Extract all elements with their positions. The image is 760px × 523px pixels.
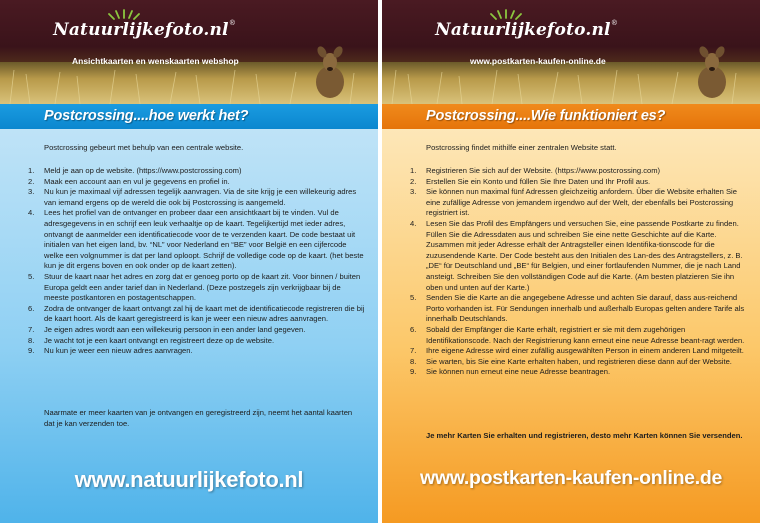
- list-item: [14, 325, 366, 336]
- list-item: [14, 166, 366, 177]
- step-text: Lees het profiel van de ontvanger en probeer daar een ansichtkaart bij te vinden. Vul de adresgegevens in en schrijf een leuk verhaaltje op de kaart. Tegelijkertijd met ieder adres, ontvangt de aanmelder een identificatiecode voor de te verzenden kaart. De code bestaat uit initialen van het eigen land, bv. “NL” voor Nederland en “BE” voor België en een cijfercode welke een volgnummer is dat per land oploopt. Schrijf de volledige code op de kaart. (het beste kun je dit ergens boven en ook onder op de kaart zetten).: [44, 208, 364, 271]
- brand-logo: [382, 20, 760, 40]
- step-text: Je eigen adres wordt aan een willekeurig persoon in een ander land gegeven.: [44, 324, 306, 334]
- registered-mark: ®: [229, 20, 235, 27]
- logo-text: Natuurlijkefoto.nl: [435, 20, 611, 40]
- page-title: Postcrossing....Wie funktioniert es?: [426, 108, 666, 124]
- intro-text: Postcrossing gebeurt met behulp van een centrale website.: [44, 143, 244, 152]
- tagline: Ansichtkaarten en wenskaarten webshop: [72, 56, 239, 66]
- deer-icon: [316, 45, 345, 98]
- step-number: 2.: [28, 176, 35, 186]
- step-number: 5.: [28, 271, 35, 281]
- tagline: www.postkarten-kaufen-online.de: [470, 56, 606, 66]
- registered-mark: ®: [611, 20, 617, 27]
- step-number: 6.: [28, 303, 35, 313]
- step-number: 4.: [28, 208, 35, 218]
- list-item: [396, 166, 748, 177]
- list-item: [396, 177, 748, 188]
- step-text: Nu kun je maximaal vijf adressen tegelijk aanvragen. Via de site krijg je een willekeurig adres van iemand ergens op de wereld die ook bij Postcrossing is aangemeld.: [44, 187, 357, 207]
- website-url: www.postkarten-kaufen-online.de: [419, 467, 722, 489]
- list-item: [14, 336, 366, 347]
- logo-text: Natuurlijkefoto.nl: [53, 20, 229, 40]
- step-number: 9.: [28, 346, 35, 356]
- step-text: Maak een account aan en vul je gegevens en profiel in.: [44, 176, 230, 186]
- steps-list: [14, 166, 366, 357]
- step-number: 4.: [410, 218, 417, 228]
- step-text: Je wacht tot je een kaart ontvangt en registreert deze op de website.: [44, 335, 275, 345]
- list-item: [396, 219, 748, 293]
- step-text: Nu kun je weer een nieuw adres aanvragen.: [44, 346, 193, 356]
- step-text: Sie können nun erneut eine neue Adresse beantragen.: [426, 367, 611, 377]
- step-number: 7.: [410, 346, 417, 356]
- step-number: 8.: [28, 335, 35, 345]
- header-photo: [382, 0, 760, 104]
- closing-text: Je mehr Karten Sie erhalten und registrieren, desto mehr Karten können Sie versenden.: [426, 431, 743, 440]
- steps-list: [396, 166, 748, 378]
- content-body: [382, 129, 760, 523]
- deer-icon: [698, 45, 727, 98]
- step-text: Stuur de kaart naar het adres en zorg dat er genoeg porto op de kaart zit. Voor binnen / buiten Europa geldt een ander tarief dan in Nederland. (Deze postzegels zijn verkrijgbaar bij de meeste postkantoren en postagentschappen.: [44, 271, 361, 303]
- website-url: www.natuurlijkefoto.nl: [74, 467, 304, 492]
- deer-field-photo: [382, 0, 760, 104]
- step-text: Lesen Sie das Profil des Empfängers und versuchen Sie, eine passende Postkarte zu finden. Füllen Sie die Adressdaten aus und schreiben Sie eine nette Geschichte auf die Karte. Zusammen mit jeder Adresse erhält der Antragsteller einen Identifika-tionscode für die zuzusendende Karte. Der Code besteht aus den Initialen des Lan-des des Antragstellers, z. B. „DE“ für Deutschland und „BE“ für Belgien, und einer fortlaufenden Nummer, die je nach Land ansteigt. Schreiben Sie den vollständigen Code auf die Karte. (Am besten platzieren Sie ihn oben und unten auf der Karte.): [426, 218, 743, 292]
- sun-rays-icon: [486, 8, 526, 20]
- step-number: 1.: [410, 166, 417, 175]
- step-text: Sobald der Empfänger die Karte erhält, registriert er sie mit dem zugehörigen Identifikationscode. Nach der Registrierung kann erneut eine neue Adresse beant-ragt werden.: [426, 324, 745, 345]
- step-text: Meld je aan op de website. (https://www.postcrossing.com): [44, 166, 242, 175]
- list-item: [396, 357, 748, 368]
- step-number: 8.: [410, 356, 417, 366]
- list-item: [396, 325, 748, 346]
- list-item: [396, 187, 748, 219]
- list-item: [396, 367, 748, 378]
- list-item: [14, 177, 366, 188]
- list-item: [396, 293, 748, 325]
- list-item: [14, 187, 366, 208]
- list-item: [14, 208, 366, 272]
- list-item: [14, 346, 366, 357]
- step-number: 2.: [410, 176, 417, 186]
- content-body: [0, 129, 378, 523]
- step-text: Zodra de ontvanger de kaart ontvangt zal hij de kaart met de identificatiecode registreren die bij de kaart hoort. Als de kaart geregistreerd is kan je weer een nieuw adres aanvragen.: [44, 303, 365, 324]
- list-item: [396, 346, 748, 357]
- step-number: 7.: [28, 324, 35, 334]
- deer-field-photo: [0, 0, 378, 104]
- step-number: 9.: [410, 367, 417, 377]
- intro-text: Postcrossing findet mithilfe einer zentralen Website statt.: [426, 143, 617, 152]
- list-item: [14, 304, 366, 325]
- step-number: 1.: [28, 166, 35, 175]
- sun-rays-icon: [104, 8, 144, 20]
- list-item: [14, 272, 366, 304]
- brand-logo: [0, 20, 378, 40]
- step-text: Erstellen Sie ein Konto und füllen Sie Ihre Daten und Ihr Profil aus.: [426, 176, 651, 186]
- title-banner: [382, 104, 760, 129]
- step-text: Sie können nun maximal fünf Adressen gleichzeitig anfordern. Über die Website erhalten Sie eine zufällige Adresse von jemandem irgendwo auf der Welt, der ebenfalls bei Postcrossing registriert ist.: [426, 187, 737, 218]
- step-text: Sie warten, bis Sie eine Karte erhalten haben, und registrieren diese dann auf der Website.: [426, 356, 732, 366]
- closing-text: Naarmate er meer kaarten van je ontvangen en geregistreerd zijn, neemt het aantal kaarten dat je kan verzenden toe.: [44, 408, 353, 428]
- step-text: Registrieren Sie sich auf der Website. (https://www.postcrossing.com): [426, 166, 661, 175]
- postcard-dutch: [0, 0, 378, 523]
- step-number: 5.: [410, 293, 417, 303]
- step-text: Ihre eigene Adresse wird einer zufällig ausgewählten Person in einem anderen Land mitgeteilt.: [426, 346, 744, 356]
- step-number: 6.: [410, 324, 417, 334]
- step-number: 3.: [410, 187, 417, 197]
- step-text: Senden Sie die Karte an die angegebene Adresse und achten Sie darauf, dass aus-reichend Porto vorhanden ist. Für Sendungen innerhalb und außerhalb Europas gelten andere Tarife als innerhalb Deutschlands.: [426, 293, 745, 324]
- postcard-german: [382, 0, 760, 523]
- title-banner: [0, 104, 378, 129]
- header-photo: [0, 0, 378, 104]
- page-title: Postcrossing....hoe werkt het?: [44, 108, 249, 124]
- step-number: 3.: [28, 187, 35, 197]
